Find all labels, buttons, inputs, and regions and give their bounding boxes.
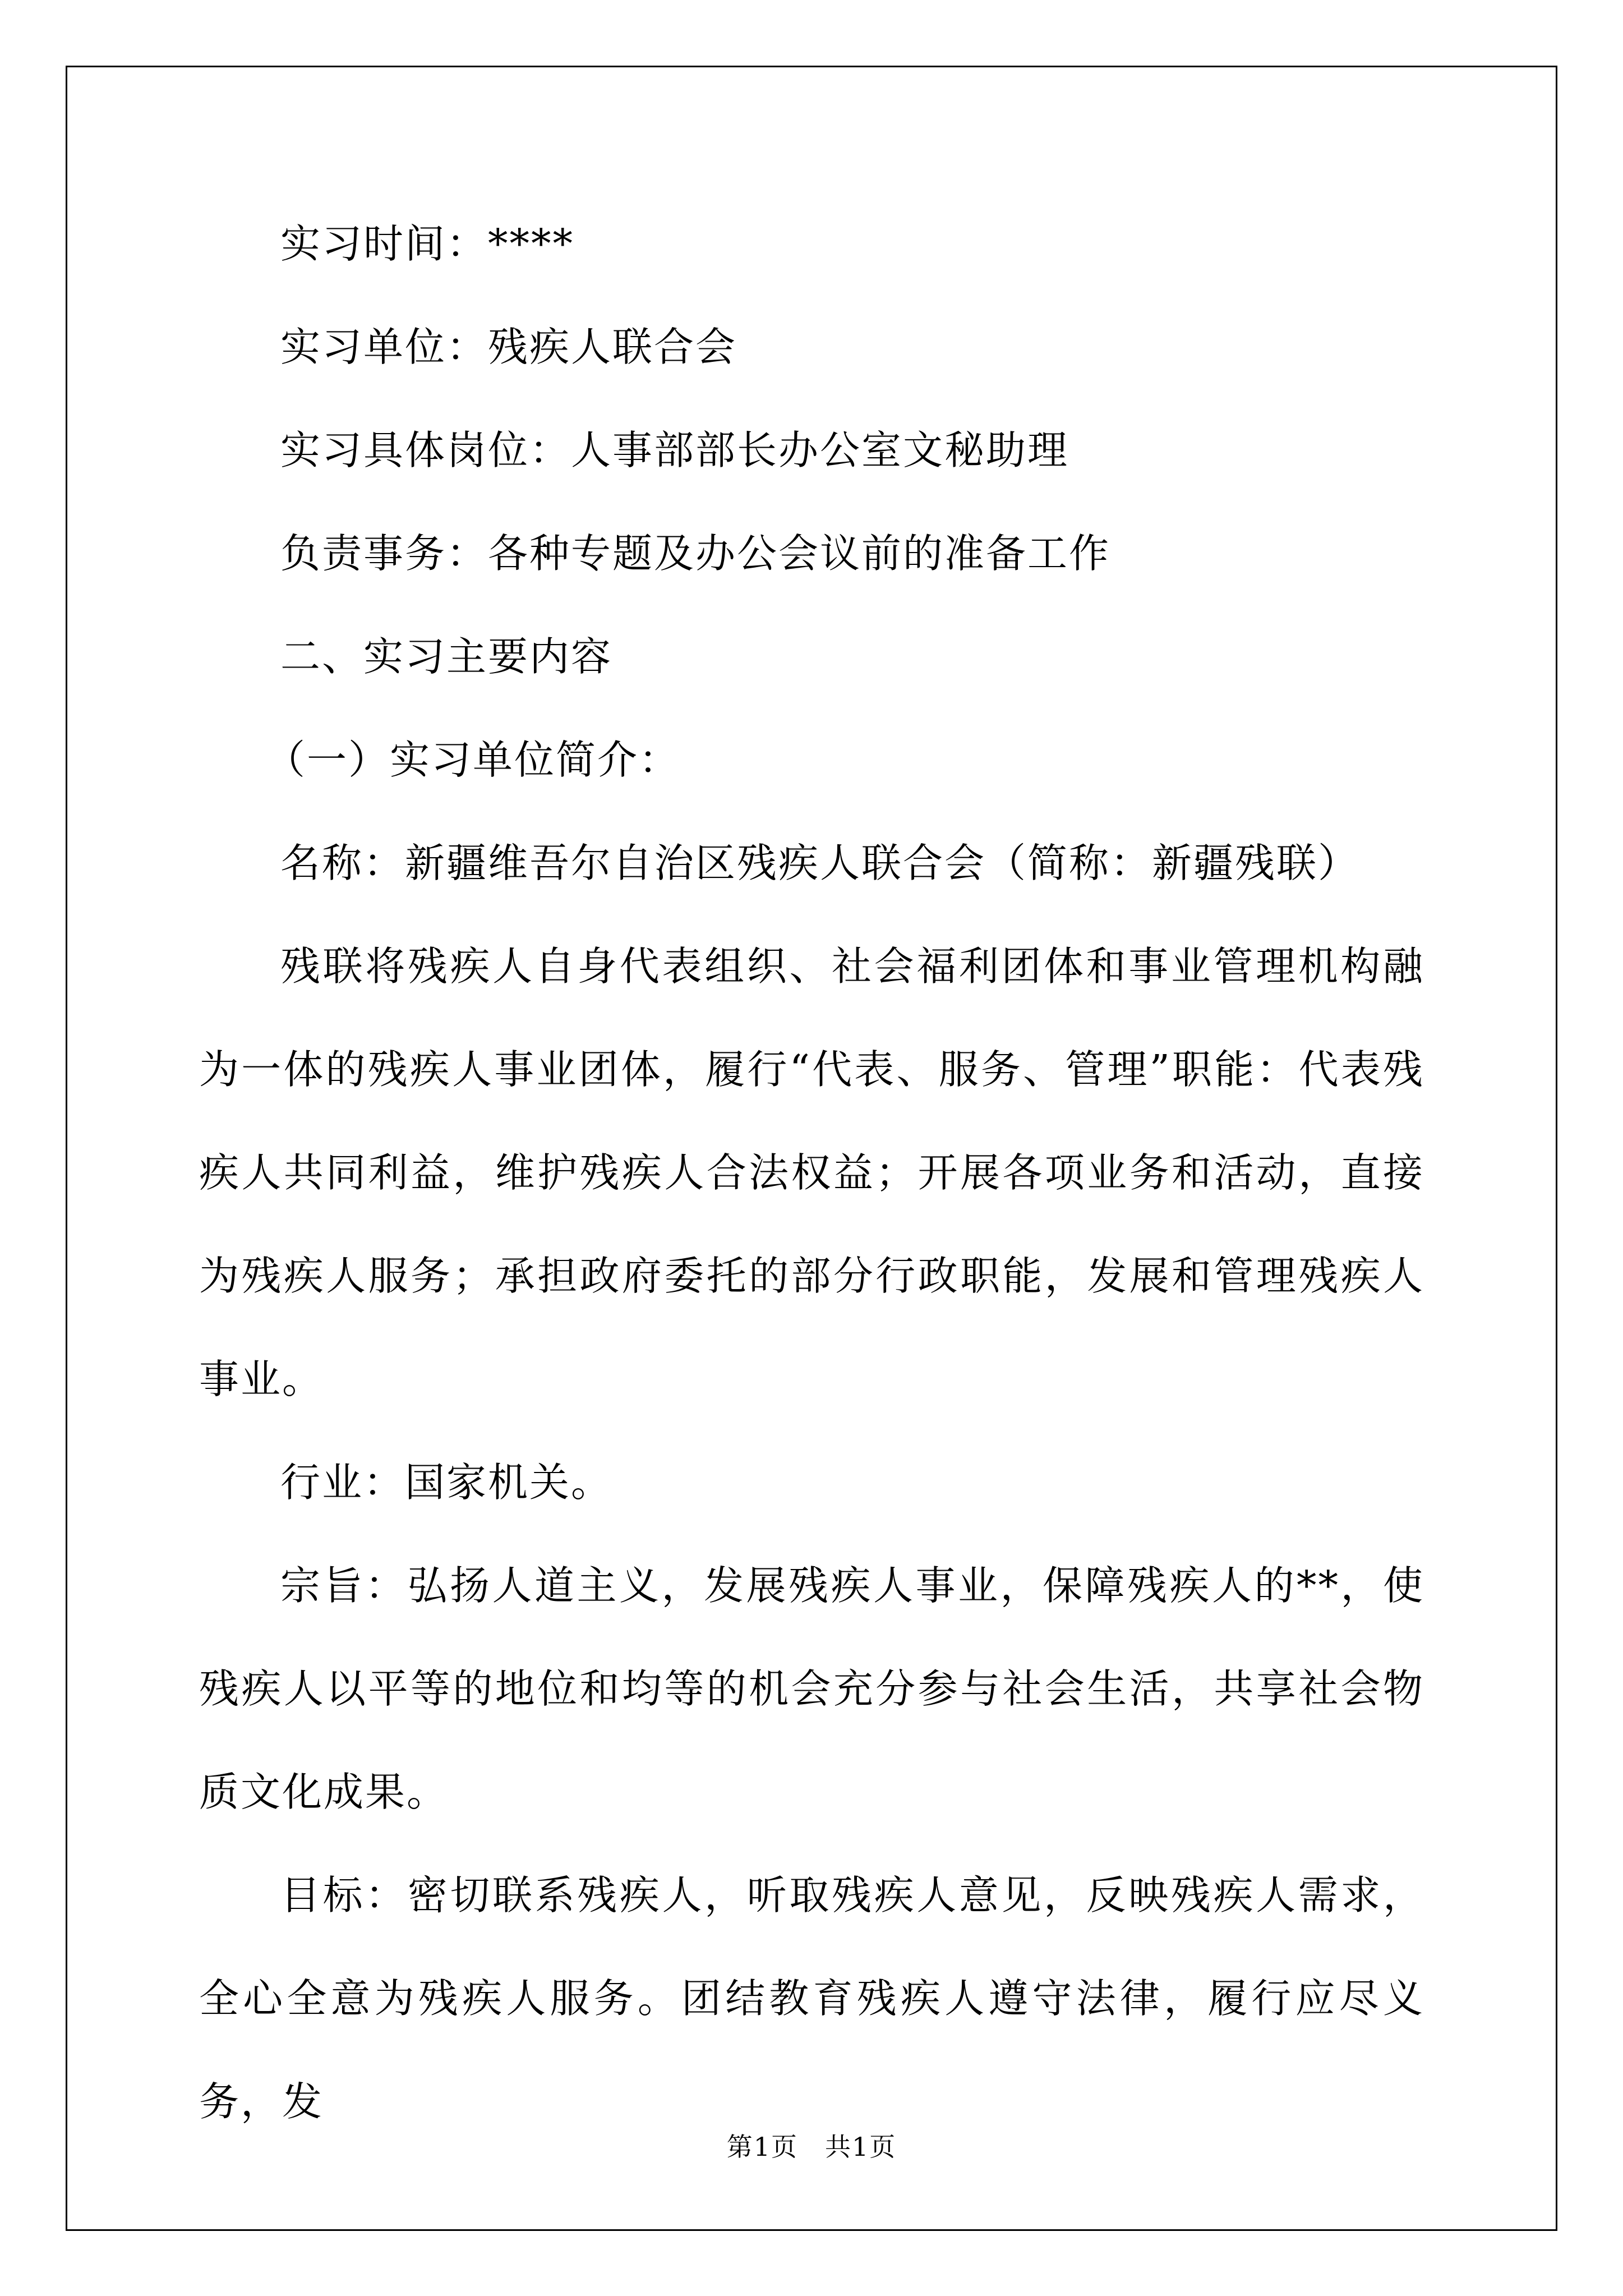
document-body	[199, 219, 1424, 2180]
internship-time-line: 实习时间：****	[280, 220, 575, 267]
subsection-heading: （一）实习单位简介：	[265, 737, 681, 783]
section-heading: 二、实习主要内容	[280, 633, 613, 680]
goal-paragraph: 目标：密切联系残疾人，听取残疾人意见，反映残疾人需求，全心全意为残疾人服务。团结教育残疾人遵守法律，履行应尽义务，发	[199, 1872, 1424, 2125]
page-number-footer: 第1页 共1页	[726, 2132, 897, 2162]
internship-position-line: 实习具体岗位：人事部部长办公室文秘助理	[280, 427, 1069, 473]
responsibilities-line: 负责事务：各种专题及办公会议前的准备工作	[280, 530, 1111, 577]
internship-unit-line: 实习单位：残疾人联合会	[280, 324, 737, 370]
organization-description-paragraph: 残联将残疾人自身代表组织、社会福利团体和事业管理机构融为一体的残疾人事业团体，履行“代表、服务、管理”职能：代表残疾人共同利益，维护残疾人合法权益；开展各项业务和活动，直接为残疾人服务；承担政府委托的部分行政职能，发展和管理残疾人事业。	[199, 943, 1424, 1402]
purpose-paragraph: 宗旨：弘扬人道主义，发展残疾人事业，保障残疾人的**，使残疾人以平等的地位和均等的机会充分参与社会生活，共享社会物质文化成果。	[199, 1562, 1424, 1815]
industry-paragraph: 行业：国家机关。	[280, 1459, 613, 1506]
organization-name-line: 名称：新疆维吾尔自治区残疾人联合会（简称：新疆残联）	[280, 840, 1360, 886]
